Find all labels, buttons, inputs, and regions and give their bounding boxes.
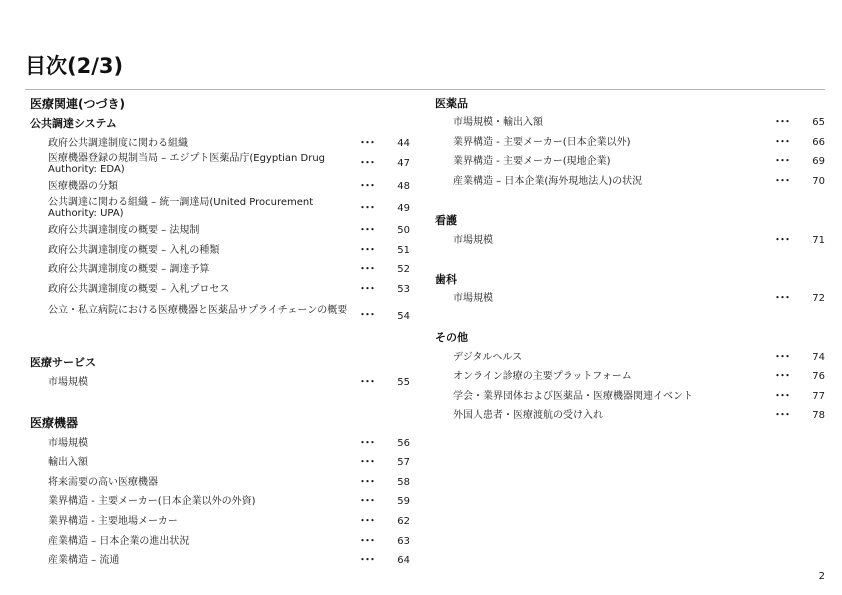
toc-entry[interactable]: 産業構造 – 流通 ･･･ 64 — [48, 555, 410, 566]
title-divider — [25, 89, 825, 90]
toc-entry[interactable]: 政府公共調達制度の概要 – 入札プロセス ･･･ 53 — [48, 284, 410, 295]
toc-entry[interactable]: 医療機器登録の規制当局 – エジプト医薬品庁(Egyptian Drug Authority: EDA) ･･･ 47 — [48, 153, 410, 175]
toc-entry[interactable]: 政府公共調達制度の概要 – 調達予算 ･･･ 52 — [48, 264, 410, 275]
page-number: 2 — [818, 571, 825, 582]
section-medical-devices: 医療機器 — [30, 416, 79, 430]
toc-entry[interactable]: 業界構造 - 主要メーカー(現地企業) ･･･ 69 — [453, 156, 825, 167]
toc-entry[interactable]: デジタルヘルス ･･･ 74 — [453, 352, 825, 363]
toc-entry[interactable]: 市場規模 ･･･ 56 — [48, 438, 410, 449]
section-medical-services: 医療サービス — [30, 356, 96, 369]
toc-entry[interactable]: 公立・私立病院における医療機器と医薬品サプライチェーンの概要 ･･･ 54 — [48, 305, 410, 322]
toc-entry[interactable]: 政府公共調達制度の概要 – 入札の種類 ･･･ 51 — [48, 245, 410, 256]
toc-entry[interactable]: オンライン診療の主要プラットフォーム ･･･ 76 — [453, 371, 825, 382]
toc-entry[interactable]: 政府公共調達制度の概要 – 法規制 ･･･ 50 — [48, 225, 410, 236]
toc-entry[interactable]: 将来需要の高い医療機器 ･･･ 58 — [48, 477, 410, 488]
toc-entry[interactable]: 市場規模 ･･･ 55 — [48, 377, 410, 388]
toc-entry[interactable]: 業界構造 - 主要地場メーカー ･･･ 62 — [48, 516, 410, 527]
toc-entry[interactable]: 公共調達に関わる組織 – 統一調達局(United Procurement Authority: UPA) ･･･ 49 — [48, 197, 410, 219]
section-public-procurement: 公共調達システム — [30, 117, 117, 130]
section-nursing: 看護 — [435, 214, 457, 227]
toc-entry[interactable]: 市場規模 ･･･ 71 — [453, 235, 825, 246]
section-dental: 歯科 — [435, 273, 457, 286]
toc-entry[interactable]: 医療機器の分類 ･･･ 48 — [48, 181, 410, 192]
toc-entry[interactable]: 政府公共調達制度に関わる組織 ･･･ 44 — [48, 138, 410, 149]
toc-entry[interactable]: 輸出入額 ･･･ 57 — [48, 457, 410, 468]
section-pharmaceuticals: 医薬品 — [435, 97, 468, 110]
heading-medical-continued: 医療関連(つづき) — [30, 97, 125, 111]
toc-entry[interactable]: 学会・業界団体および医薬品・医療機器関連イベント ･･･ 77 — [453, 391, 825, 402]
section-other: その他 — [435, 331, 468, 344]
toc-entry[interactable]: 外国人患者・医療渡航の受け入れ ･･･ 78 — [453, 410, 825, 421]
toc-entry[interactable]: 市場規模 ･･･ 72 — [453, 293, 825, 304]
toc-entry[interactable]: 産業構造 – 日本企業(海外現地法人)の状況 ･･･ 70 — [453, 176, 825, 187]
toc-entry[interactable]: 産業構造 – 日本企業の進出状況 ･･･ 63 — [48, 536, 410, 547]
toc-entry[interactable]: 業界構造 - 主要メーカー(日本企業以外の外資) ･･･ 59 — [48, 496, 410, 507]
toc-entry[interactable]: 市場規模・輸出入額 ･･･ 65 — [453, 117, 825, 128]
toc-entry[interactable]: 業界構造 - 主要メーカー(日本企業以外) ･･･ 66 — [453, 137, 825, 148]
page-title: 目次(2/3) — [25, 54, 124, 78]
